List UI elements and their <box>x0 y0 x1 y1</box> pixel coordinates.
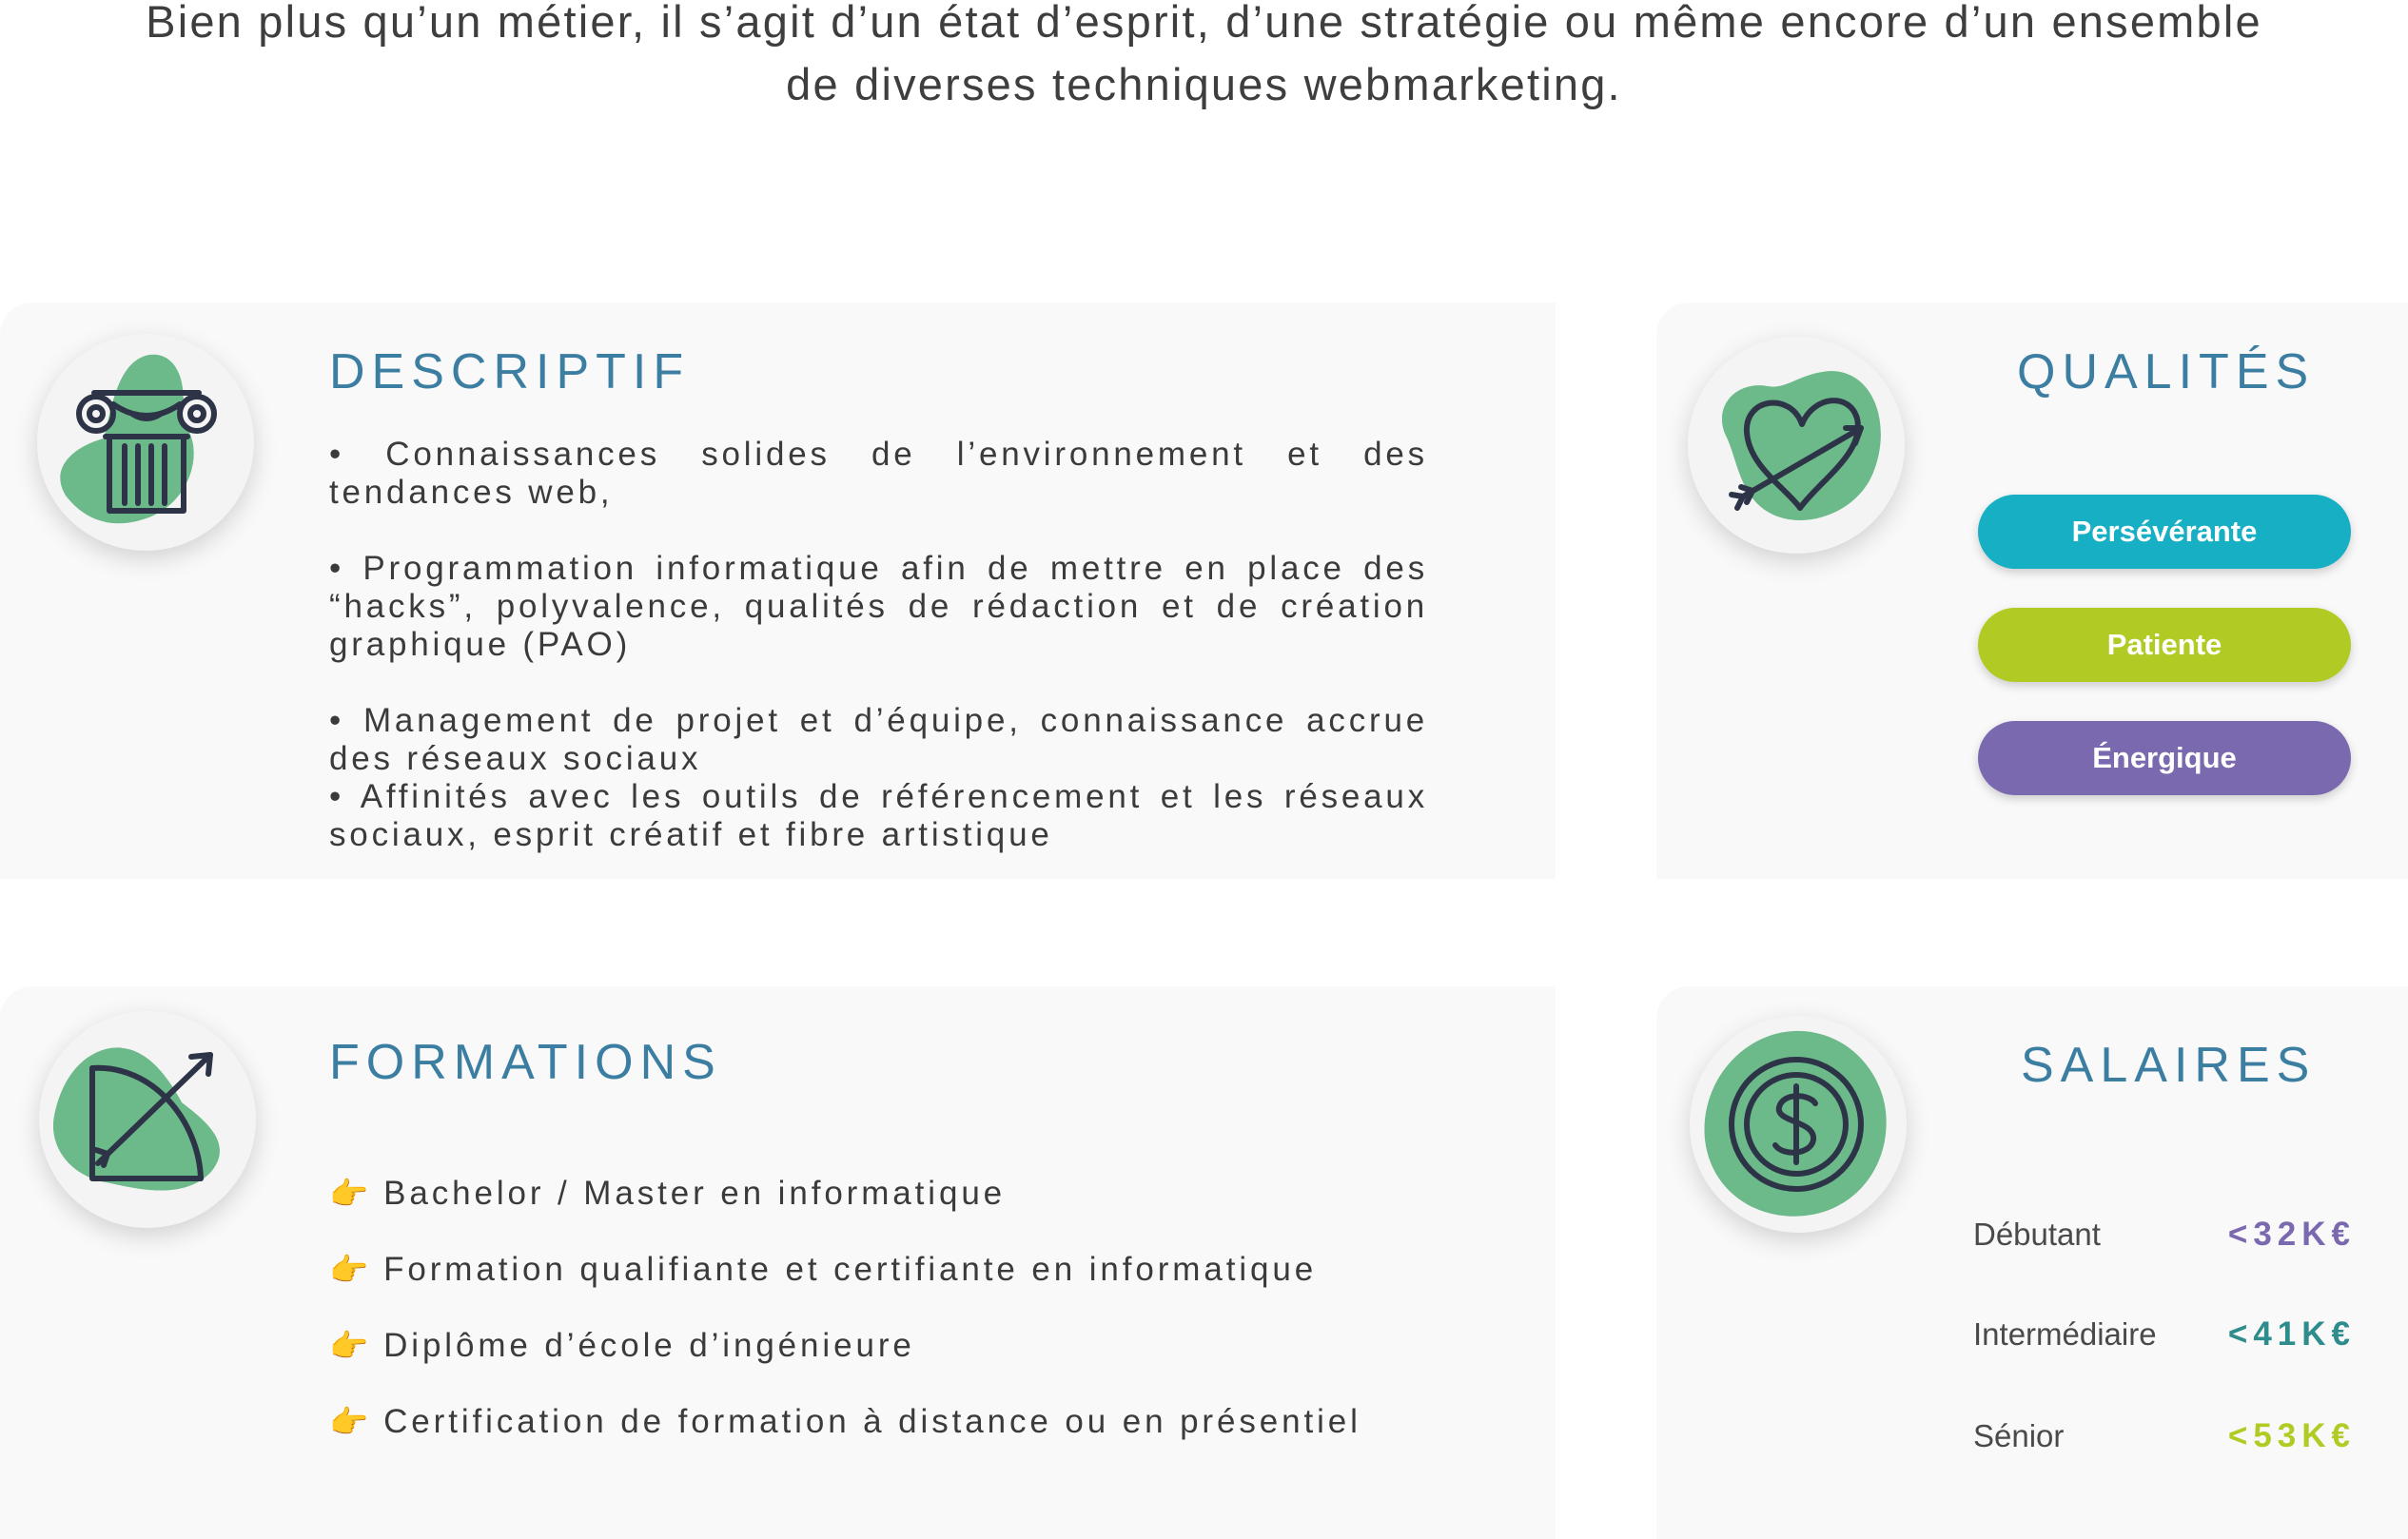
pointing-hand-icon: 👉 <box>329 1404 369 1439</box>
list-item: • Management de projet et d’équipe, connaissance accrue des réseaux sociaux <box>329 702 1428 777</box>
descriptif-title: DESCRIPTIF <box>329 344 691 399</box>
column-icon <box>37 334 254 551</box>
list-item <box>329 1308 1361 1384</box>
list-item <box>329 1156 1361 1232</box>
salary-level: Sénior <box>1973 1418 2065 1453</box>
formation-label: Bachelor / Master en informatique <box>383 1175 1007 1212</box>
formations-list <box>329 1156 1361 1460</box>
qualites-title: QUALITÉS <box>2017 344 2316 399</box>
dollar-coin-icon <box>1690 1016 1907 1233</box>
heart-arrow-icon <box>1688 337 1905 554</box>
list-item <box>329 1384 1361 1460</box>
descriptif-list <box>329 436 1428 892</box>
formations-title: FORMATIONS <box>329 1035 722 1090</box>
salary-row <box>1973 1306 2356 1363</box>
formation-label: Certification de formation à distance ou en présentiel <box>383 1403 1361 1440</box>
pointing-hand-icon: 👉 <box>329 1252 369 1287</box>
list-item: • Affinités avec les outils de référencement et les réseaux sociaux, esprit créatif et fibre artistique <box>329 778 1428 853</box>
list-item: • Connaissances solides de l’environnement et des tendances web, <box>329 436 1428 511</box>
salary-value: <41K€ <box>2227 1315 2356 1353</box>
salary-level: Débutant <box>1973 1217 2101 1252</box>
quality-pill-perseverante: Persévérante <box>1978 495 2351 569</box>
salary-row <box>1973 1206 2356 1263</box>
salary-row <box>1973 1408 2356 1465</box>
list-item: • Programmation informatique afin de mettre en place des “hacks”, polyvalence, qualités de rédaction et de création graphique (PAO) <box>329 550 1428 663</box>
pointing-hand-icon: 👉 <box>329 1328 369 1363</box>
formation-label: Diplôme d’école d’ingénieure <box>383 1327 915 1364</box>
quality-pill-energique: Énergique <box>1978 721 2351 795</box>
quality-pill-patiente: Patiente <box>1978 608 2351 682</box>
salary-value: <32K€ <box>2227 1216 2356 1253</box>
bow-arrow-icon <box>39 1011 256 1228</box>
salaires-title: SALAIRES <box>2021 1038 2317 1093</box>
intro-text <box>0 0 2408 116</box>
list-item <box>329 1232 1361 1308</box>
salary-value: <53K€ <box>2227 1417 2356 1454</box>
formation-label: Formation qualifiante et certifiante en informatique <box>383 1251 1318 1288</box>
intro-line-1: Bien plus qu’un métier, il s’agit d’un état d’esprit, d’une stratégie ou même encore d’un ensemble <box>146 0 2262 47</box>
salary-level: Intermédiaire <box>1973 1316 2157 1352</box>
pointing-hand-icon: 👉 <box>329 1176 369 1211</box>
intro-line-2: de diverses techniques webmarketing. <box>786 59 1622 109</box>
